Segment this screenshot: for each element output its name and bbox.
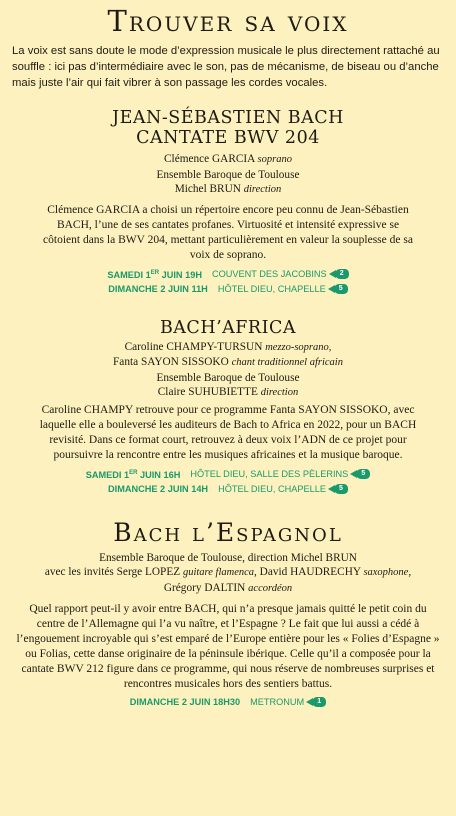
date-row: DIMANCHE 2 JUIN 14H HÔTEL DIEU, CHAPELLE 5 bbox=[10, 482, 446, 496]
credit-line: Fanta SAYON SISSOKO chant traditionnel africain bbox=[113, 356, 343, 369]
venue: METRONUM bbox=[250, 697, 305, 708]
dates-list bbox=[10, 466, 446, 496]
date-row: DIMANCHE 2 JUIN 11H HÔTEL DIEU, CHAPELLE 5 bbox=[10, 282, 446, 296]
dates-list bbox=[10, 266, 446, 296]
concert-title: JEAN-SÉBASTIEN BACH bbox=[112, 108, 344, 128]
credit-line: Michel BRUN direction bbox=[174, 183, 282, 195]
credit-line: Grégory DALTIN accordéon bbox=[163, 581, 293, 594]
credit-line: Clémence GARCIA soprano bbox=[164, 153, 292, 165]
concert-title: BACH’AFRICA bbox=[159, 317, 297, 338]
intro-paragraph: La voix est sans doute le mode d’expression musicale le plus directement rattaché au souffle : ici pas d’intermédiaire avec le son, pas de mécanisme, de biseau ou d’anche mais juste l’air qui fait vibrer à son passage les cordes vocales. bbox=[12, 45, 440, 89]
venue-pin-icon: 5 bbox=[334, 284, 348, 294]
venue-pin-icon: 5 bbox=[356, 469, 370, 479]
venue: HÔTEL DIEU, CHAPELLE bbox=[217, 283, 326, 294]
credit-line: avec les invités Serge LOPEZ guitare flamenca, David HAUDRECHY saxophone, bbox=[44, 566, 412, 579]
date-row: DIMANCHE 2 JUIN 18H30 METRONUM 1 bbox=[10, 695, 446, 709]
credits bbox=[10, 551, 446, 597]
concert-description: Caroline CHAMPY retrouve pour ce programme Fanta SAYON SISSOKO, avec laquelle elle a bouleversé les auditeurs de Bach to Africa en 2022, pour un BACH revisité. Dans ce format court, retrouvez à deux voix l’ADN de ce projet pour poursuivre la rencontre entre les musiques africaines et la musique baroque. bbox=[39, 403, 417, 461]
concert-bach-cantate bbox=[10, 108, 446, 296]
page-title: Trouver sa voix bbox=[107, 4, 349, 38]
dates-list bbox=[10, 695, 446, 709]
credits bbox=[10, 152, 446, 198]
venue-pin-icon: 2 bbox=[335, 269, 349, 279]
concert-bach-africa bbox=[10, 318, 446, 496]
credit-line: Claire SUHUBIETTE direction bbox=[157, 386, 299, 399]
date-row: SAMEDI 1ER JUIN 16H HÔTEL DIEU, SALLE DES PÈLERINS 5 bbox=[10, 466, 446, 482]
credits bbox=[10, 340, 446, 401]
concert-subtitle: CANTATE BWV 204 bbox=[136, 128, 320, 148]
venue: COUVENT DES JACOBINS bbox=[211, 268, 327, 279]
concert-title: Bach l’Espagnol bbox=[113, 517, 343, 547]
credit-line: Ensemble Baroque de Toulouse bbox=[156, 371, 300, 384]
venue: HÔTEL DIEU, SALLE DES PÈLERINS bbox=[190, 468, 349, 479]
venue: HÔTEL DIEU, CHAPELLE bbox=[218, 483, 326, 494]
credit-line: Caroline CHAMPY-TURSUN mezzo-soprano, bbox=[124, 340, 332, 353]
venue-pin-icon: 1 bbox=[312, 697, 326, 707]
credit-line: Ensemble Baroque de Toulouse, direction Michel BRUN bbox=[99, 551, 357, 564]
date-row: SAMEDI 1ER JUIN 19H COUVENT DES JACOBINS 2 bbox=[10, 266, 446, 282]
credit-line: Ensemble Baroque de Toulouse bbox=[156, 168, 300, 181]
concert-description: Clémence GARCIA a choisi un répertoire encore peu connu de Jean-Sébastien BACH, l’une de ses cantates profanes. Virtuosité et intensité expressive se côtoient dans la BWV 204, mettant particulièrement en valeur la souplesse de sa voix de soprano. bbox=[43, 203, 413, 261]
concert-description: Quel rapport peut-il y avoir entre BACH, qui n’a presque jamais quitté le petit coin du centre de l’Allemagne qui l’a vu naître, et l’Espagne ? Le fait que lui aussi a cédé à l’engouement incroyable qui s’est emparé de l’Europe entière pour les « Folies d’Espagne » ou Folias, cette danse originaire de la péninsule ibérique. Celle qu’il a composée pour la cantate BWV 212 figure dans ce programme, qui nous réserve de nombreuses surprises et rencontres musicales hors des sentiers battus. bbox=[16, 603, 440, 691]
venue-pin-icon: 5 bbox=[334, 484, 348, 494]
concert-bach-espagnol bbox=[10, 518, 446, 710]
